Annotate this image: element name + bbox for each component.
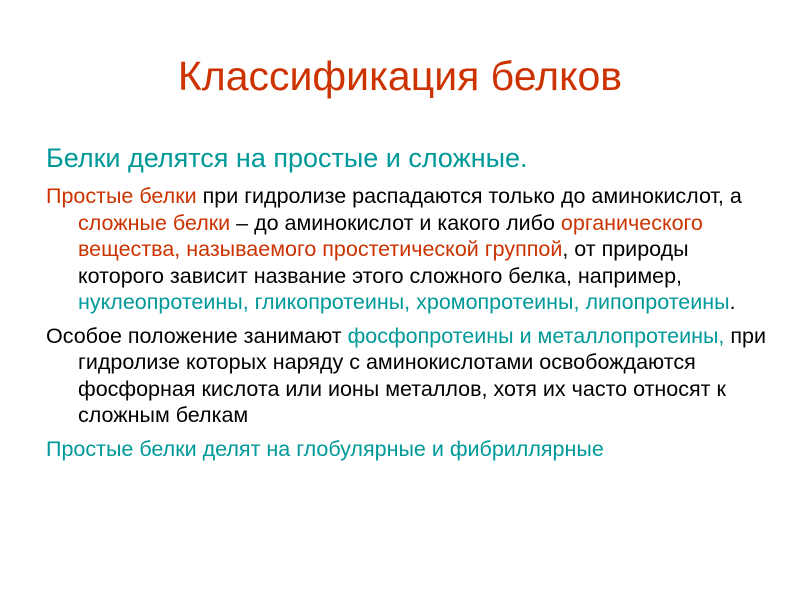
slide-title: Классификация белков xyxy=(177,53,623,99)
term-simple-proteins: Простые белки xyxy=(46,184,197,208)
paragraph-globular-fibrillar: Простые белки делят на глобулярные и фибриллярные xyxy=(46,436,604,461)
examples-list: нуклеопротеины, гликопротеины, хромопротеины, липопротеины xyxy=(78,290,730,314)
lead-statement: Белки делятся на простые и сложные. xyxy=(46,143,528,173)
term-complex-proteins: сложные белки xyxy=(78,210,231,235)
text-span: . xyxy=(729,290,736,314)
text-span: , от природы которого зависит название этого сложного белка, например, xyxy=(78,237,689,288)
term-prosthetic-group: органического вещества, называемого простетической группой xyxy=(78,210,703,261)
text-span: при гидролизе которых наряду с аминокислотами освобождаются фосфорная кислота или ионы металлов, хотя их часто относят к сложным белкам xyxy=(78,323,766,427)
slide-body xyxy=(46,141,776,469)
paragraph-special-position xyxy=(46,323,776,429)
text-span: Особое положение занимают xyxy=(46,323,348,348)
term-phospho-metallo-proteins: фосфопротеины и металлопротеины, xyxy=(347,323,725,348)
text-span: – до аминокислот и какого либо xyxy=(230,210,561,235)
paragraph-simple-complex xyxy=(46,183,776,316)
text-span: при гидролизе распадаются только до аминокислот, а xyxy=(196,184,742,208)
